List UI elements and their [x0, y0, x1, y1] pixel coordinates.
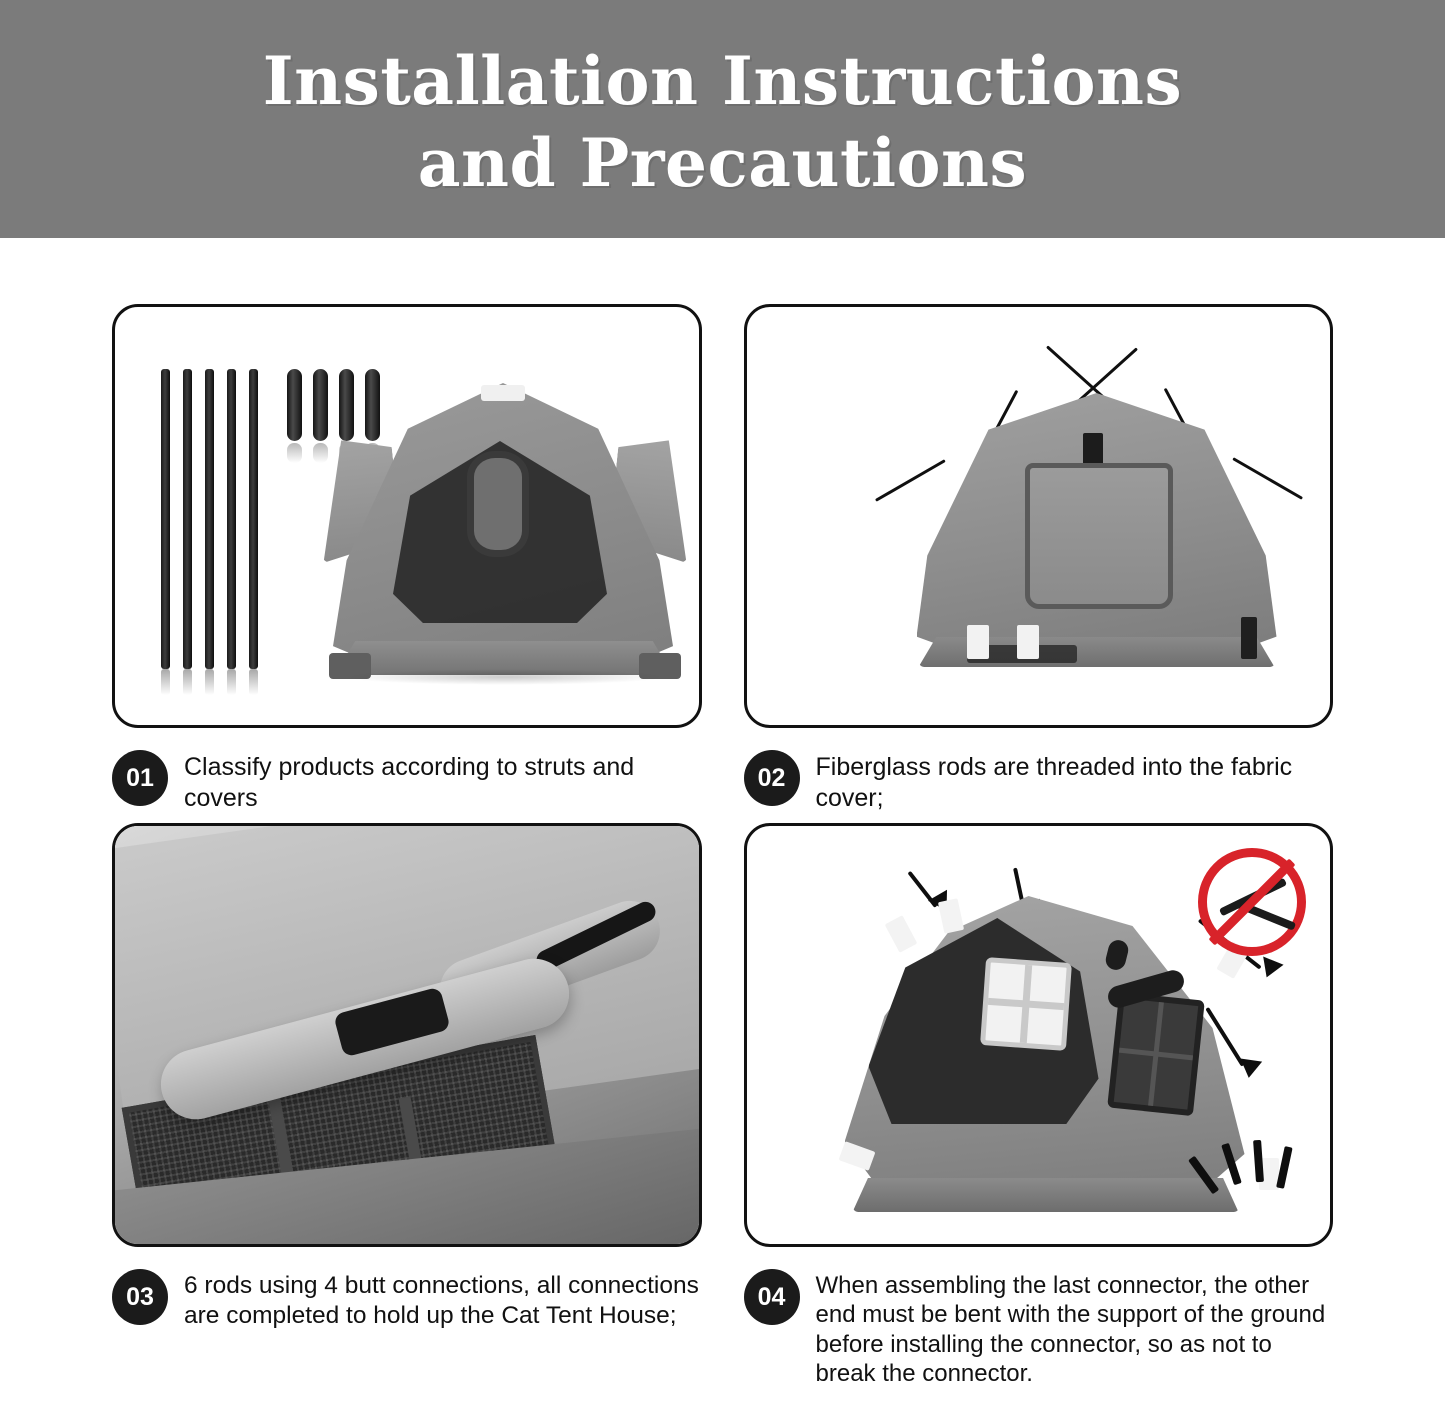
step-text: Classify products according to struts and covers [184, 753, 635, 812]
step-04-caption [744, 1267, 1334, 1388]
step-04 [744, 823, 1334, 1388]
page-title-line-1: Installation Instructions [262, 42, 1183, 120]
page-title [262, 42, 1183, 202]
step-number-badge: 01 [112, 750, 168, 806]
rod-sleeve-closeup-photo [115, 826, 699, 1244]
step-number-badge: 02 [744, 750, 800, 806]
impact-lines-icon [1204, 1130, 1294, 1210]
steps-grid [0, 238, 1445, 1388]
step-02 [744, 304, 1334, 813]
fiberglass-rods-icon [161, 369, 271, 669]
tent-cover-illustration [315, 365, 695, 685]
step-03 [112, 823, 702, 1388]
step-02-illustration [744, 304, 1334, 728]
step-03-caption [112, 1267, 702, 1331]
step-03-illustration [112, 823, 702, 1247]
page-title-line-2: and Precautions [417, 124, 1028, 202]
page-header [0, 0, 1445, 238]
step-text: Fiberglass rods are threaded into the fabric cover; [815, 753, 1293, 812]
step-02-caption [744, 748, 1334, 813]
step-01 [112, 304, 702, 813]
prohibition-icon [1198, 848, 1306, 956]
step-01-caption [112, 748, 702, 813]
tent-with-rods-illustration [897, 341, 1297, 689]
step-text: When assembling the last connector, the other end must be bent with the support of the ground before installing the connector, so as not to break the connector. [815, 1272, 1326, 1387]
step-number-badge: 03 [112, 1269, 168, 1325]
step-text: 6 rods using 4 butt connections, all connections are completed to hold up the Cat Tent House; [184, 1272, 699, 1329]
step-04-illustration [744, 823, 1334, 1247]
step-number-badge: 04 [744, 1269, 800, 1325]
step-01-illustration [112, 304, 702, 728]
